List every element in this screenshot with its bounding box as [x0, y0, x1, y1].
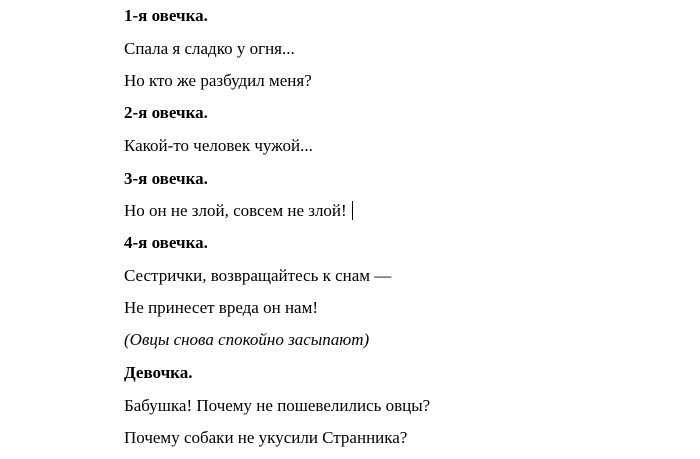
speaker-line: 2-я овечка.: [124, 103, 208, 122]
verse-line: Бабушка! Почему не пошевелились овцы?: [124, 396, 431, 415]
speaker-line: 4-я овечка.: [124, 233, 208, 252]
verse-line: Спала я сладко у огня...: [124, 39, 295, 58]
speaker-line: 1-я овечка.: [124, 6, 208, 25]
verse-line: Не принесет вреда он нам!: [124, 298, 319, 317]
text-cursor: [352, 201, 353, 220]
verse-line: Почему собаки не укусили Странника?: [124, 428, 408, 447]
verse-line: Сестрички, возвращайтесь к снам —: [124, 266, 392, 285]
stage-direction: (Овцы снова спокойно засыпают): [124, 330, 370, 349]
verse-line: Какой-то человек чужой...: [124, 136, 313, 155]
verse-text: Но он не злой, совсем не злой!: [124, 201, 347, 220]
speaker-line: Девочка.: [124, 363, 193, 382]
verse-line-with-cursor[interactable]: [124, 201, 353, 221]
verse-line: Но кто же разбудил меня?: [124, 71, 312, 90]
speaker-line: 3-я овечка.: [124, 169, 208, 188]
